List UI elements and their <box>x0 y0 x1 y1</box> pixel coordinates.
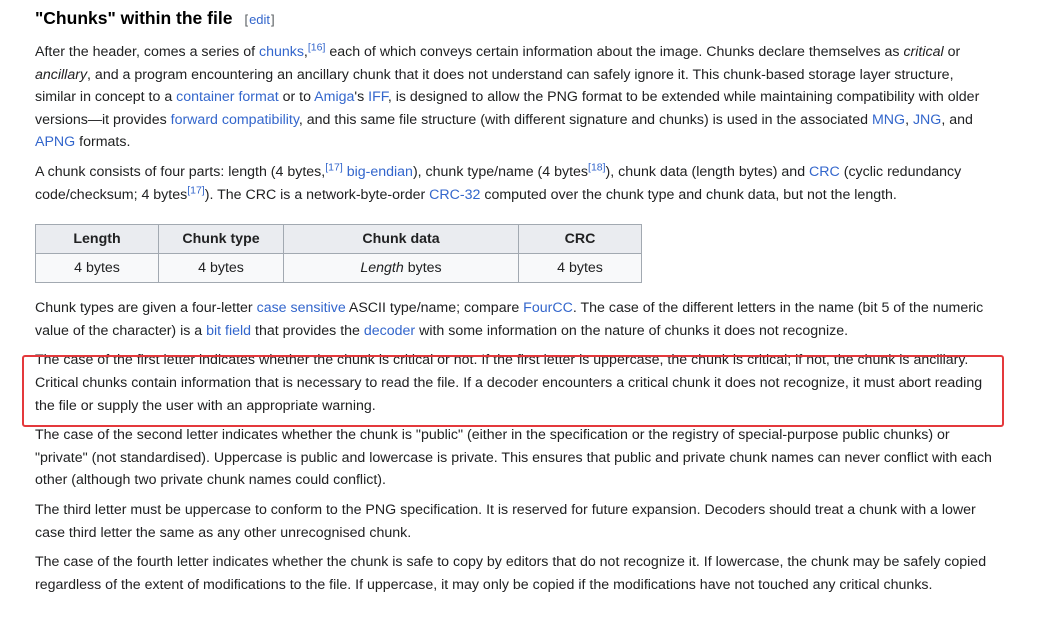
paragraph-third-letter: The third letter must be uppercase to conform to the PNG specification. It is reserved for future expansion. Decoders should treat a chunk with a lower case third letter the same as any other unrecognised chunk. <box>35 501 976 541</box>
section-heading <box>35 6 995 32</box>
reference-18[interactable]: [18] <box>588 161 606 174</box>
table-row <box>36 254 642 283</box>
paragraph-chunks-intro: After the header, comes a series of chunks,[16] each of which conveys certain information about the image. Chunks declare themselves as critical or ancillary, and a program encountering an ancillary chunk that it does not understand can safely ignore it. This chunk-based storage layer structure, similar in concept to a container format or to Amiga's IFF, is designed to allow the PNG format to be extended while maintaining compatibility with older versions—it provides forward compatibility, and this same file structure (with different signature and chunks) is used in the associated MNG, JNG, and APNG formats. <box>35 41 980 151</box>
column-header: Length <box>36 225 159 254</box>
table-cell-chunk-type: 4 bytes <box>159 254 284 283</box>
section-title: "Chunks" within the file <box>35 8 233 28</box>
link-forward-compatibility[interactable]: forward compatibility <box>170 111 299 128</box>
link-chunks[interactable]: chunks <box>258 44 304 60</box>
link-fourcc[interactable]: FourCC <box>523 300 573 317</box>
paragraph-chunk-types: Chunk types are given a four-letter case sensitive ASCII type/name; compare FourCC. The case of the different letters in the name (bit 5 of the numeric value of the character) is a bit field that provides the decoder with some information on the nature of chunks it does not recognize. <box>35 300 984 339</box>
link-apng[interactable]: APNG <box>35 134 76 151</box>
link-jng[interactable]: JNG <box>912 111 942 128</box>
reference-17-second[interactable]: [17] <box>187 183 205 196</box>
link-mng[interactable]: MNG <box>871 111 906 128</box>
table-cell-chunk-data: Length bytes <box>284 254 519 283</box>
edit-link[interactable]: edit <box>249 12 271 27</box>
column-header: Chunk type <box>159 225 284 254</box>
reference-16[interactable]: [16] <box>307 41 326 54</box>
link-amiga[interactable]: Amiga <box>314 89 355 106</box>
article-content <box>35 6 995 603</box>
edit-section: [edit] <box>244 12 275 27</box>
column-header: CRC <box>519 225 642 254</box>
paragraph-second-letter: The case of the second letter indicates whether the chunk is "public" (either in the specification or the registry of special-purpose public chunks) or "private" (not standardised). Uppercase is public and lowercase is private. This ensures that public and private chunk names can never conflict with each other (although two private chunk names could conflict). <box>35 427 992 489</box>
table-cell-length: 4 bytes <box>36 254 159 283</box>
link-iff[interactable]: IFF <box>368 89 388 106</box>
paragraph-first-letter: The case of the first letter indicates whether the chunk is critical or not. If the first letter is uppercase, the chunk is critical; if not, the chunk is ancillary. Critical chunks contain information that is necessary to read the file. If a decoder encounters a critical chunk it does not recognize, it must abort reading the file or supply the user with an appropriate warning. <box>35 352 983 414</box>
paragraph-chunk-parts: A chunk consists of four parts: length (4 bytes,[17] big-endian), chunk type/name (4 bytes[18]), chunk data (length bytes) and CRC (cyclic redundancy code/checksum; 4 bytes[17]). The CRC is a network-byte-order CRC-32 computed over the chunk type and chunk data, but not the length. <box>35 161 962 203</box>
table-header-row <box>36 225 642 254</box>
link-bit-field[interactable]: bit field <box>206 322 252 339</box>
link-container-format[interactable]: container format <box>176 89 279 106</box>
link-decoder[interactable]: decoder <box>363 322 416 339</box>
link-crc-32[interactable]: CRC-32 <box>429 186 481 203</box>
link-big-endian[interactable]: big-endian <box>346 163 413 180</box>
link-case-sensitive[interactable]: case sensitive <box>256 300 346 317</box>
chunk-structure-table <box>35 224 642 283</box>
link-crc[interactable]: CRC <box>809 163 840 180</box>
reference-17[interactable]: [17] <box>325 161 343 174</box>
column-header: Chunk data <box>284 225 519 254</box>
table-cell-crc: 4 bytes <box>519 254 642 283</box>
paragraph-fourth-letter: The case of the fourth letter indicates whether the chunk is safe to copy by editors that do not recognize it. If lowercase, the chunk may be safely copied regardless of the extent of modifications to the file. If uppercase, it may only be copied if the modifications have not touched any critical chunks. <box>35 554 987 593</box>
